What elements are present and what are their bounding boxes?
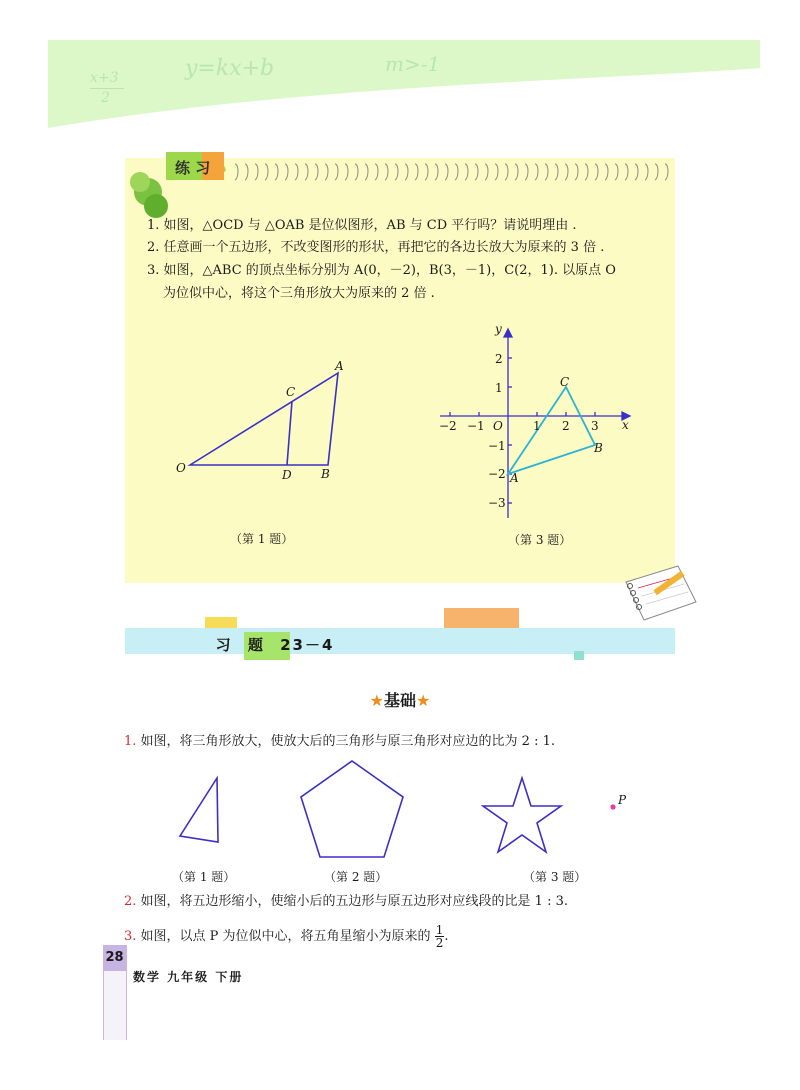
fig1-label-o: O	[176, 461, 186, 475]
spiral-ring	[575, 164, 578, 180]
spiral-ring	[285, 164, 288, 180]
spiral-ring	[635, 164, 638, 180]
banner-fraction-bar	[90, 88, 124, 89]
book-title: 数学 九年级 下册	[133, 970, 244, 984]
spiral-ring	[315, 164, 318, 180]
fig1-label-a: A	[335, 359, 344, 373]
spiral-ring	[615, 164, 618, 180]
banner-formula-ineq: m>-1	[385, 52, 441, 76]
triangle-abc	[508, 387, 595, 474]
spiral-ring	[335, 164, 338, 180]
fig1-label-c: C	[286, 385, 296, 399]
spiral-ring	[275, 164, 278, 180]
spiral-ring	[385, 164, 388, 180]
fig3-xtick: 1	[533, 419, 541, 433]
fraction-numerator: 1	[435, 923, 444, 937]
fig3-xtick: −2	[439, 419, 457, 433]
spiral-ring	[375, 164, 378, 180]
practice-title: 练 习	[175, 159, 211, 177]
spiral-ring	[325, 164, 328, 180]
spiral-ring	[395, 164, 398, 180]
spiral-ring	[355, 164, 358, 180]
spiral-ring	[235, 164, 238, 180]
exercise-fig1-caption: （第 1 题）	[172, 870, 236, 884]
practice-q1: 1. 如图，△OCD 与 △OAB 是位似图形，AB 与 CD 平行吗？请说明理由 .	[147, 218, 577, 233]
section-basics-label: 基础	[383, 691, 416, 710]
fig3-ytick: 1	[495, 381, 503, 395]
spiral-ring	[655, 164, 658, 180]
section-basics	[340, 688, 460, 711]
fig3-ytick: −2	[488, 467, 506, 481]
exercise-q3	[124, 924, 448, 949]
practice-badge-icon	[118, 140, 228, 220]
fraction-denominator: 2	[435, 936, 444, 950]
fig3-point-b: B	[594, 441, 603, 455]
spiral-ring	[485, 164, 488, 180]
point-p-marker-icon	[608, 802, 618, 812]
spiral-ring	[255, 164, 258, 180]
practice-q2: 2. 任意画一个五边形，不改变图形的形状，再把它的各边长放大为原来的 3 倍 .	[147, 240, 605, 255]
exercise-q1-num: 1.	[124, 734, 137, 749]
spiral-ring	[265, 164, 268, 180]
spiral-ring	[555, 164, 558, 180]
fig1-label-b: B	[321, 467, 330, 481]
spiral-ring	[415, 164, 418, 180]
exercise-fig3-star	[475, 770, 570, 865]
y-axis-arrow-icon	[504, 329, 512, 337]
fig3-axis-y: y	[495, 322, 502, 336]
exercise-q3-num: 3.	[124, 929, 137, 944]
spiral-ring	[405, 164, 408, 180]
exercise-fig1-triangle	[170, 770, 230, 850]
notebook-pencil-icon	[622, 562, 700, 622]
spiral-ring	[645, 164, 648, 180]
point-p-label: P	[618, 793, 627, 807]
fig3-axis-x: x	[622, 418, 629, 432]
practice-q3-line2: 为位似中心，将这个三角形放大为原来的 2 倍 .	[163, 286, 435, 301]
fig1-label-d: D	[282, 468, 292, 482]
fig1-caption: （第 1 题）	[230, 532, 294, 546]
exercise-q2-text: 如图，将五边形缩小，使缩小后的五边形与原五边形对应线段的比是 1 : 3.	[140, 894, 568, 909]
spiral-ring	[465, 164, 468, 180]
deco-teal-block	[574, 651, 584, 660]
figure-1-triangles	[170, 355, 370, 495]
fig3-ytick: −3	[488, 496, 506, 510]
deco-orange-block	[444, 608, 519, 630]
spiral-ring	[545, 164, 548, 180]
spiral-ring	[345, 164, 348, 180]
exercise-title-a: 习	[215, 636, 233, 654]
fraction-one-half	[435, 924, 445, 949]
spiral-ring	[525, 164, 528, 180]
star-icon: ★	[369, 691, 384, 710]
segment-cd	[287, 401, 292, 465]
spiral-ring	[435, 164, 438, 180]
spiral-ring	[365, 164, 368, 180]
spiral-ring	[605, 164, 608, 180]
fig3-xtick: 2	[562, 419, 570, 433]
spiral-ring	[505, 164, 508, 180]
fig3-xtick: −1	[467, 419, 485, 433]
banner-formula-num: x+3	[90, 70, 119, 86]
exercise-q1	[124, 732, 555, 752]
star-icon: ★	[416, 691, 431, 710]
exercise-q3-end: .	[444, 929, 449, 944]
banner-formula-den: 2	[101, 90, 110, 106]
exercise-title	[0, 634, 550, 655]
spiral-ring	[455, 164, 458, 180]
spiral-ring	[515, 164, 518, 180]
spiral-ring	[535, 164, 538, 180]
exercise-q1-text: 如图，将三角形放大，使放大后的三角形与原三角形对应边的比为 2 : 1.	[140, 734, 555, 749]
spiral-ring	[305, 164, 308, 180]
spiral-ring	[585, 164, 588, 180]
fig3-ytick: 2	[495, 352, 503, 366]
exercise-title-b: 题	[247, 636, 265, 654]
exercise-fig3-caption: （第 3 题）	[523, 870, 587, 884]
spiral-ring	[665, 164, 668, 180]
fig3-xtick: 3	[591, 419, 599, 433]
exercise-title-num: 23－4	[280, 636, 335, 654]
exercise-fig2-caption: （第 2 题）	[324, 870, 388, 884]
fig3-ytick: −1	[488, 439, 506, 453]
spiral-ring	[245, 164, 248, 180]
spiral-ring	[495, 164, 498, 180]
spiral-ring	[565, 164, 568, 180]
exercise-fig2-pentagon	[295, 755, 410, 865]
fig3-point-c: C	[560, 375, 570, 389]
fig3-origin: O	[493, 419, 503, 433]
exercise-q2	[124, 892, 568, 912]
exercise-q2-num: 2.	[124, 894, 137, 909]
fig3-point-a: A	[510, 471, 519, 485]
exercise-q3-text: 如图，以点 P 为位似中心，将五角星缩小为原来的	[140, 929, 431, 944]
spiral-ring	[475, 164, 478, 180]
fig3-caption: （第 3 题）	[508, 533, 572, 547]
spiral-ring	[425, 164, 428, 180]
triangle-oab	[190, 373, 338, 465]
banner-formula-line: y=kx+b	[185, 56, 275, 81]
page-number: 28	[105, 950, 124, 965]
spiral-ring	[295, 164, 298, 180]
practice-q3-line1: 3. 如图，△ABC 的顶点坐标分别为 A(0，－2)，B(3，－1)，C(2，1). 以原点 O	[147, 263, 616, 278]
spiral-ring	[625, 164, 628, 180]
spiral-ring	[445, 164, 448, 180]
spiral-ring	[595, 164, 598, 180]
